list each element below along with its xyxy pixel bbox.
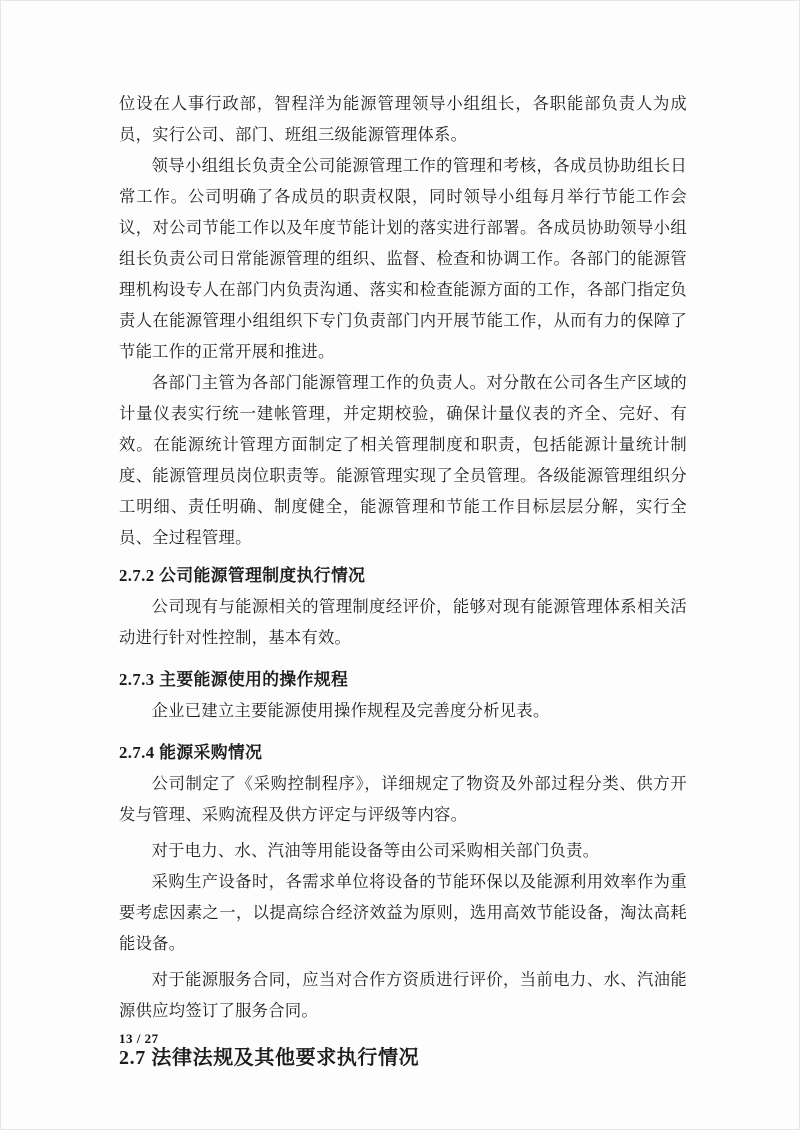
paragraph-leading-group: 领导小组组长负责全公司能源管理工作的管理和考核，各成员协助组长日常工作。公司明确了各成员的职责权限，同时领导小组每月举行节能工作会议，对公司节能工作以及年度节能计划的落实进行部署。各成员协助领导小组组长负责公司日常能源管理的组织、监督、检查和协调工作。各部门的能源管理机构设专人在部门内负责沟通、落实和检查能源方面的工作，各部门指定负责人在能源管理小组组织下专门负责部门内开展节能工作，从而有力的保障了节能工作的正常开展和推进。 — [119, 156, 687, 361]
page-number: 13 / 27 — [119, 1031, 159, 1046]
section-heading-2-7-4: 2.7.4 能源采购情况 — [119, 743, 263, 762]
paragraph-energy-service-contracts: 对于能源服务合同，应当对合作方资质进行评价，当前电力、水、汽油能源供应均签订了服务合同。 — [119, 970, 687, 1020]
paragraph-energy-equipment-purchasing: 对于电力、水、汽油等用能设备等由公司采购相关部门负责。 — [151, 841, 600, 860]
section-heading-2-7-2: 2.7.2 公司能源管理制度执行情况 — [119, 566, 366, 585]
paragraph-procurement-control: 公司制定了《采购控制程序》，详细规定了物资及外部过程分类、供方开发与管理、采购流程及供方评定与评级等内容。 — [119, 774, 687, 824]
paragraph-department-managers: 各部门主管为各部门能源管理工作的负责人。对分散在公司各生产区域的计量仪表实行统一建帐管理，并定期校验，确保计量仪表的齐全、完好、有效。在能源统计管理方面制定了相关管理制度和职责，包括能源计量统计制度、能源管理员岗位职责等。能源管理实现了全员管理。各级能源管理组织分工明细、责任明确、制度健全，能源管理和节能工作目标层层分解，实行全员、全过程管理。 — [119, 373, 687, 547]
section-heading-2-7-3: 2.7.3 主要能源使用的操作规程 — [119, 670, 349, 689]
document-body — [119, 88, 687, 1074]
section-heading-2-7: 2.7 法律法规及其他要求执行情况 — [119, 1047, 420, 1069]
paragraph-production-equipment-purchasing: 采购生产设备时，各需求单位将设备的节能环保以及能源利用效率作为重要考虑因素之一，以提高综合经济效益为原则，选用高效节能设备，淘汰高耗能设备。 — [119, 872, 687, 953]
paragraph-continuation: 位设在人事行政部，智程洋为能源管理领导小组组长，各职能部负责人为成员，实行公司、部门、班组三级能源管理体系。 — [119, 94, 687, 144]
paragraph-management-system-evaluation: 公司现有与能源相关的管理制度经评价，能够对现有能源管理体系相关活动进行针对性控制，基本有效。 — [119, 597, 687, 647]
paragraph-operation-procedures: 企业已建立主要能源使用操作规程及完善度分析见表。 — [151, 701, 550, 720]
